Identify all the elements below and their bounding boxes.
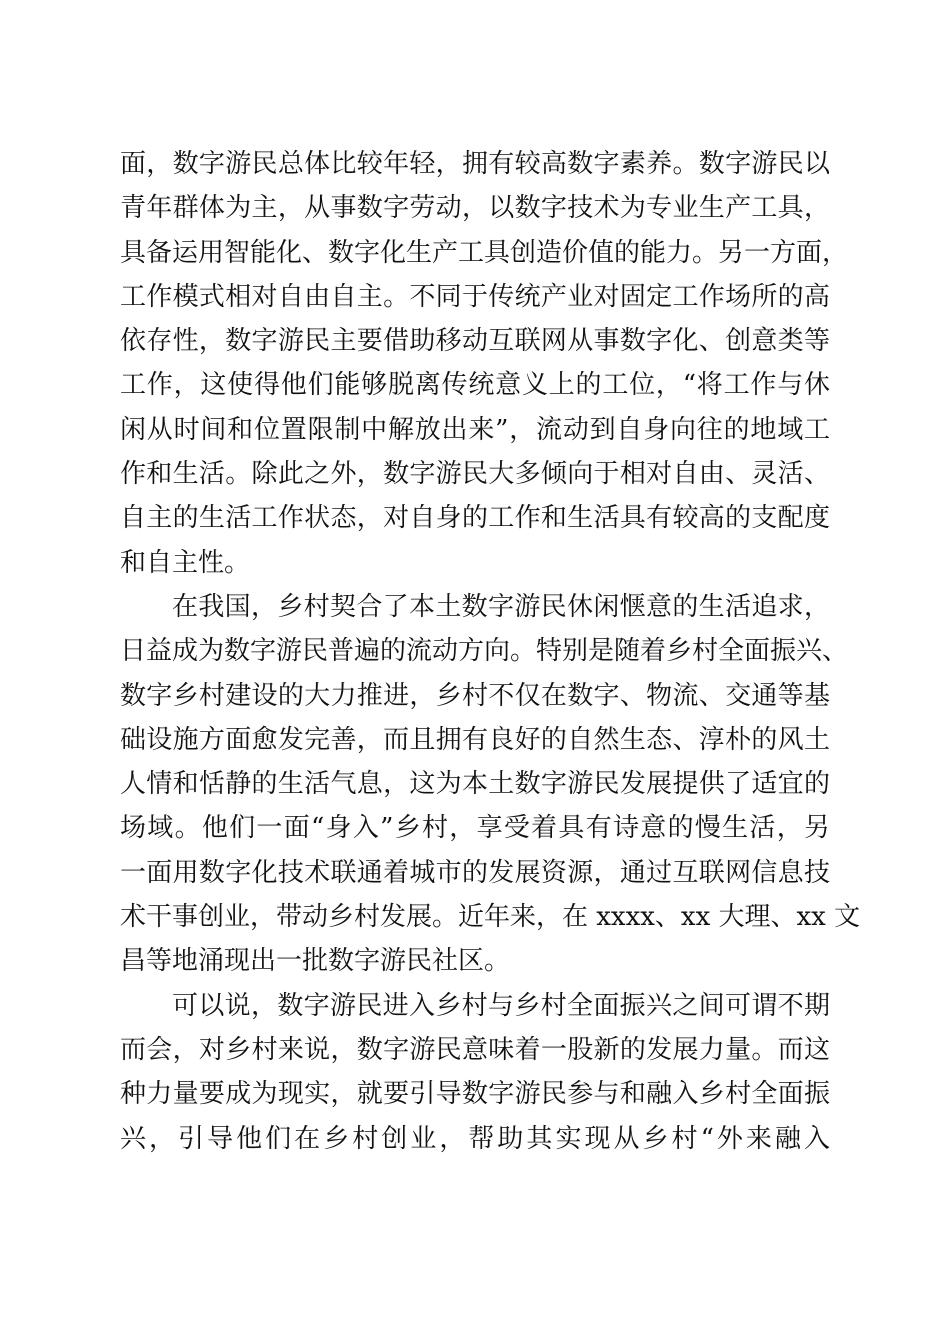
text-line: 兴，引导他们在乡村创业，帮助其实现从乡村“外来融入: [120, 1123, 830, 1154]
text-line: 术干事创业，带动乡村发展。近年来，在 xxxx、xx 大理、xx 文: [120, 902, 861, 933]
paragraph-1: [120, 142, 849, 585]
text-line: 昌等地涌现出一批数字游民社区。: [120, 946, 511, 977]
text-line: 一面用数字化技术联通着城市的发展资源，通过互联网信息技: [120, 857, 830, 888]
text-line: 具备运用智能化、数字化生产工具创造价值的能力。另一方面，: [120, 237, 849, 268]
text-line: 人情和恬静的生活气息，这为本土数字游民发展提供了适宜的: [120, 769, 830, 800]
text-line: 工作模式相对自由自主。不同于传统产业对固定工作场所的高: [120, 281, 830, 312]
text-line: 可以说，数字游民进入乡村与乡村全面振兴之间可谓不期: [172, 990, 830, 1021]
text-line: 在我国，乡村契合了本土数字游民休闲惬意的生活追求，: [172, 591, 830, 622]
text-line: 而会，对乡村来说，数字游民意味着一股新的发展力量。而这: [120, 1034, 830, 1065]
text-line: 作和生活。除此之外，数字游民大多倾向于相对自由、灵活、: [120, 459, 830, 490]
text-line: 和自主性。: [120, 547, 251, 578]
text-line: 面，数字游民总体比较年轻，拥有较高数字素养。数字游民以: [120, 149, 830, 179]
text-line: 日益成为数字游民普遍的流动方向。特别是随着乡村全面振兴、: [120, 636, 849, 667]
text-line: 闲从时间和位置限制中解放出来”，流动到自身向往的地域工: [120, 414, 830, 445]
text-line: 依存性，数字游民主要借助移动互联网从事数字化、创意类等: [120, 326, 830, 357]
paragraph-2: [120, 585, 861, 984]
text-line: 数字乡村建设的大力推进，乡村不仅在数字、物流、交通等基: [120, 680, 830, 711]
text-line: 自主的生活工作状态，对自身的工作和生活具有较高的支配度: [120, 503, 830, 534]
text-line: 青年群体为主，从事数字劳动，以数字技术为专业生产工具，: [120, 193, 830, 224]
text-line: 工作，这使得他们能够脱离传统意义上的工位，“将工作与休: [120, 370, 830, 401]
text-line: 础设施方面愈发完善，而且拥有良好的自然生态、淳朴的风土: [120, 724, 830, 755]
text-line: 场域。他们一面“身入”乡村，享受着具有诗意的慢生活，另: [120, 813, 830, 844]
text-line: 种力量要成为现实，就要引导数字游民参与和融入乡村全面振: [120, 1079, 830, 1110]
document-body: [120, 142, 861, 1161]
paragraph-3: [120, 984, 830, 1161]
